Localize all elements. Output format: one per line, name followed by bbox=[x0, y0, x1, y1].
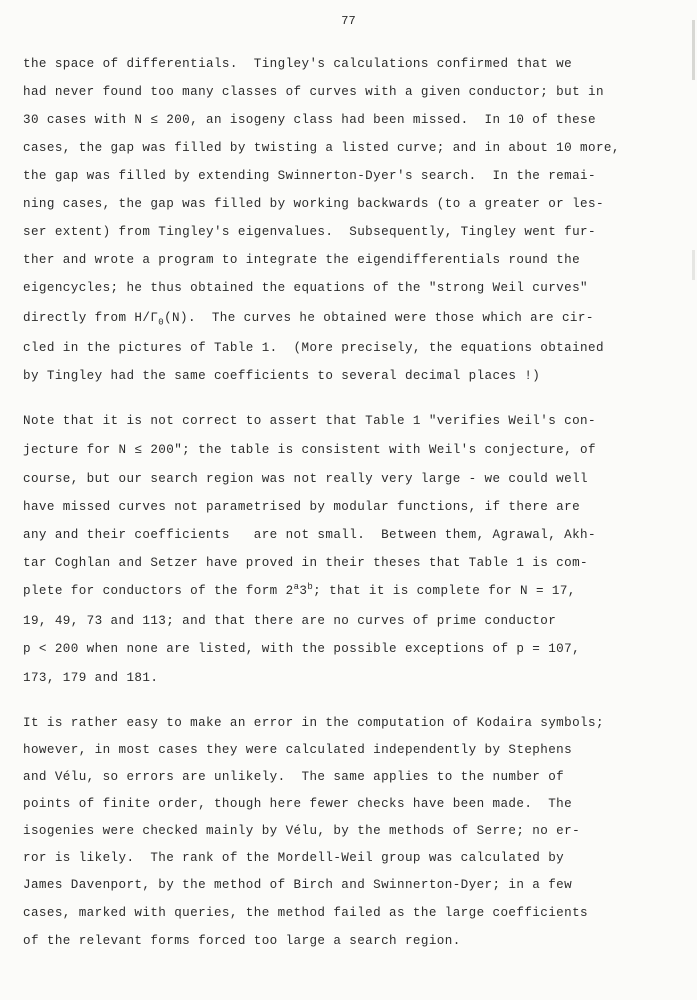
text-line: Note that it is not correct to assert that Table 1 "verifies Weil's con- bbox=[23, 414, 596, 428]
text-line: ror is likely. The rank of the Mordell-Weil group was calculated by bbox=[23, 851, 565, 865]
text-line: cases, marked with queries, the method failed as the large coefficients bbox=[23, 906, 588, 920]
text-line: had never found too many classes of curves with a given conductor; but in bbox=[23, 85, 604, 99]
scan-edge-mark bbox=[692, 250, 695, 280]
superscript: b bbox=[307, 581, 314, 592]
text-fragment: directly from H/Γ bbox=[23, 311, 159, 325]
text-line: ning cases, the gap was filled by working backwards (to a greater or les- bbox=[23, 197, 604, 211]
text-line: 30 cases with N ≤ 200, an isogeny class had been missed. In 10 of these bbox=[23, 113, 596, 127]
text-fragment: (N). The curves he obtained were those which are cir- bbox=[164, 311, 594, 325]
text-line bbox=[23, 581, 576, 598]
text-line: any and their coefficients are not small. Between them, Agrawal, Akh- bbox=[23, 528, 596, 542]
text-line: of the relevant forms forced too large a search region. bbox=[23, 934, 461, 948]
text-line: eigencycles; he thus obtained the equations of the "strong Weil curves" bbox=[23, 281, 588, 295]
text-line: ther and wrote a program to integrate the eigendifferentials round the bbox=[23, 253, 581, 267]
text-line: 173, 179 and 181. bbox=[23, 671, 159, 685]
text-fragment: 3 bbox=[299, 584, 308, 598]
text-line: the space of differentials. Tingley's calculations confirmed that we bbox=[23, 57, 573, 71]
text-line: tar Coghlan and Setzer have proved in their theses that Table 1 is com- bbox=[23, 556, 588, 570]
text-fragment: ; that it is complete for N = 17, bbox=[313, 584, 576, 598]
text-line: points of finite order, though here fewer checks have been made. The bbox=[23, 797, 573, 811]
scan-edge-mark bbox=[692, 20, 695, 80]
text-line: 19, 49, 73 and 113; and that there are no curves of prime conductor bbox=[23, 614, 557, 628]
text-line: course, but our search region was not really very large - we could well bbox=[23, 472, 588, 486]
text-line: the gap was filled by extending Swinnerton-Dyer's search. In the remai- bbox=[23, 169, 596, 183]
text-line: have missed curves not parametrised by modular functions, if there are bbox=[23, 500, 581, 514]
text-line: isogenies were checked mainly by Vélu, by the methods of Serre; no er- bbox=[23, 824, 581, 838]
text-line: by Tingley had the same coefficients to several decimal places !) bbox=[23, 369, 541, 383]
page-number: 77 bbox=[341, 14, 356, 28]
text-fragment: plete for conductors of the form 2 bbox=[23, 584, 294, 598]
superscript: a bbox=[293, 581, 300, 592]
text-line: cases, the gap was filled by twisting a listed curve; and in about 10 more, bbox=[23, 141, 620, 155]
text-line: James Davenport, by the method of Birch and Swinnerton-Dyer; in a few bbox=[23, 878, 573, 892]
text-line: jecture for N ≤ 200"; the table is consistent with Weil's conjecture, of bbox=[23, 443, 596, 457]
text-line bbox=[23, 311, 594, 328]
text-line: however, in most cases they were calculated independently by Stephens bbox=[23, 743, 573, 757]
subscript: 0 bbox=[158, 317, 165, 328]
text-line: ser extent) from Tingley's eigenvalues. Subsequently, Tingley went fur- bbox=[23, 225, 596, 239]
text-line: and Vélu, so errors are unlikely. The same applies to the number of bbox=[23, 770, 565, 784]
text-line: cled in the pictures of Table 1. (More precisely, the equations obtained bbox=[23, 341, 604, 355]
text-line: p < 200 when none are listed, with the possible exceptions of p = 107, bbox=[23, 642, 581, 656]
text-line: It is rather easy to make an error in the computation of Kodaira symbols; bbox=[23, 716, 604, 730]
